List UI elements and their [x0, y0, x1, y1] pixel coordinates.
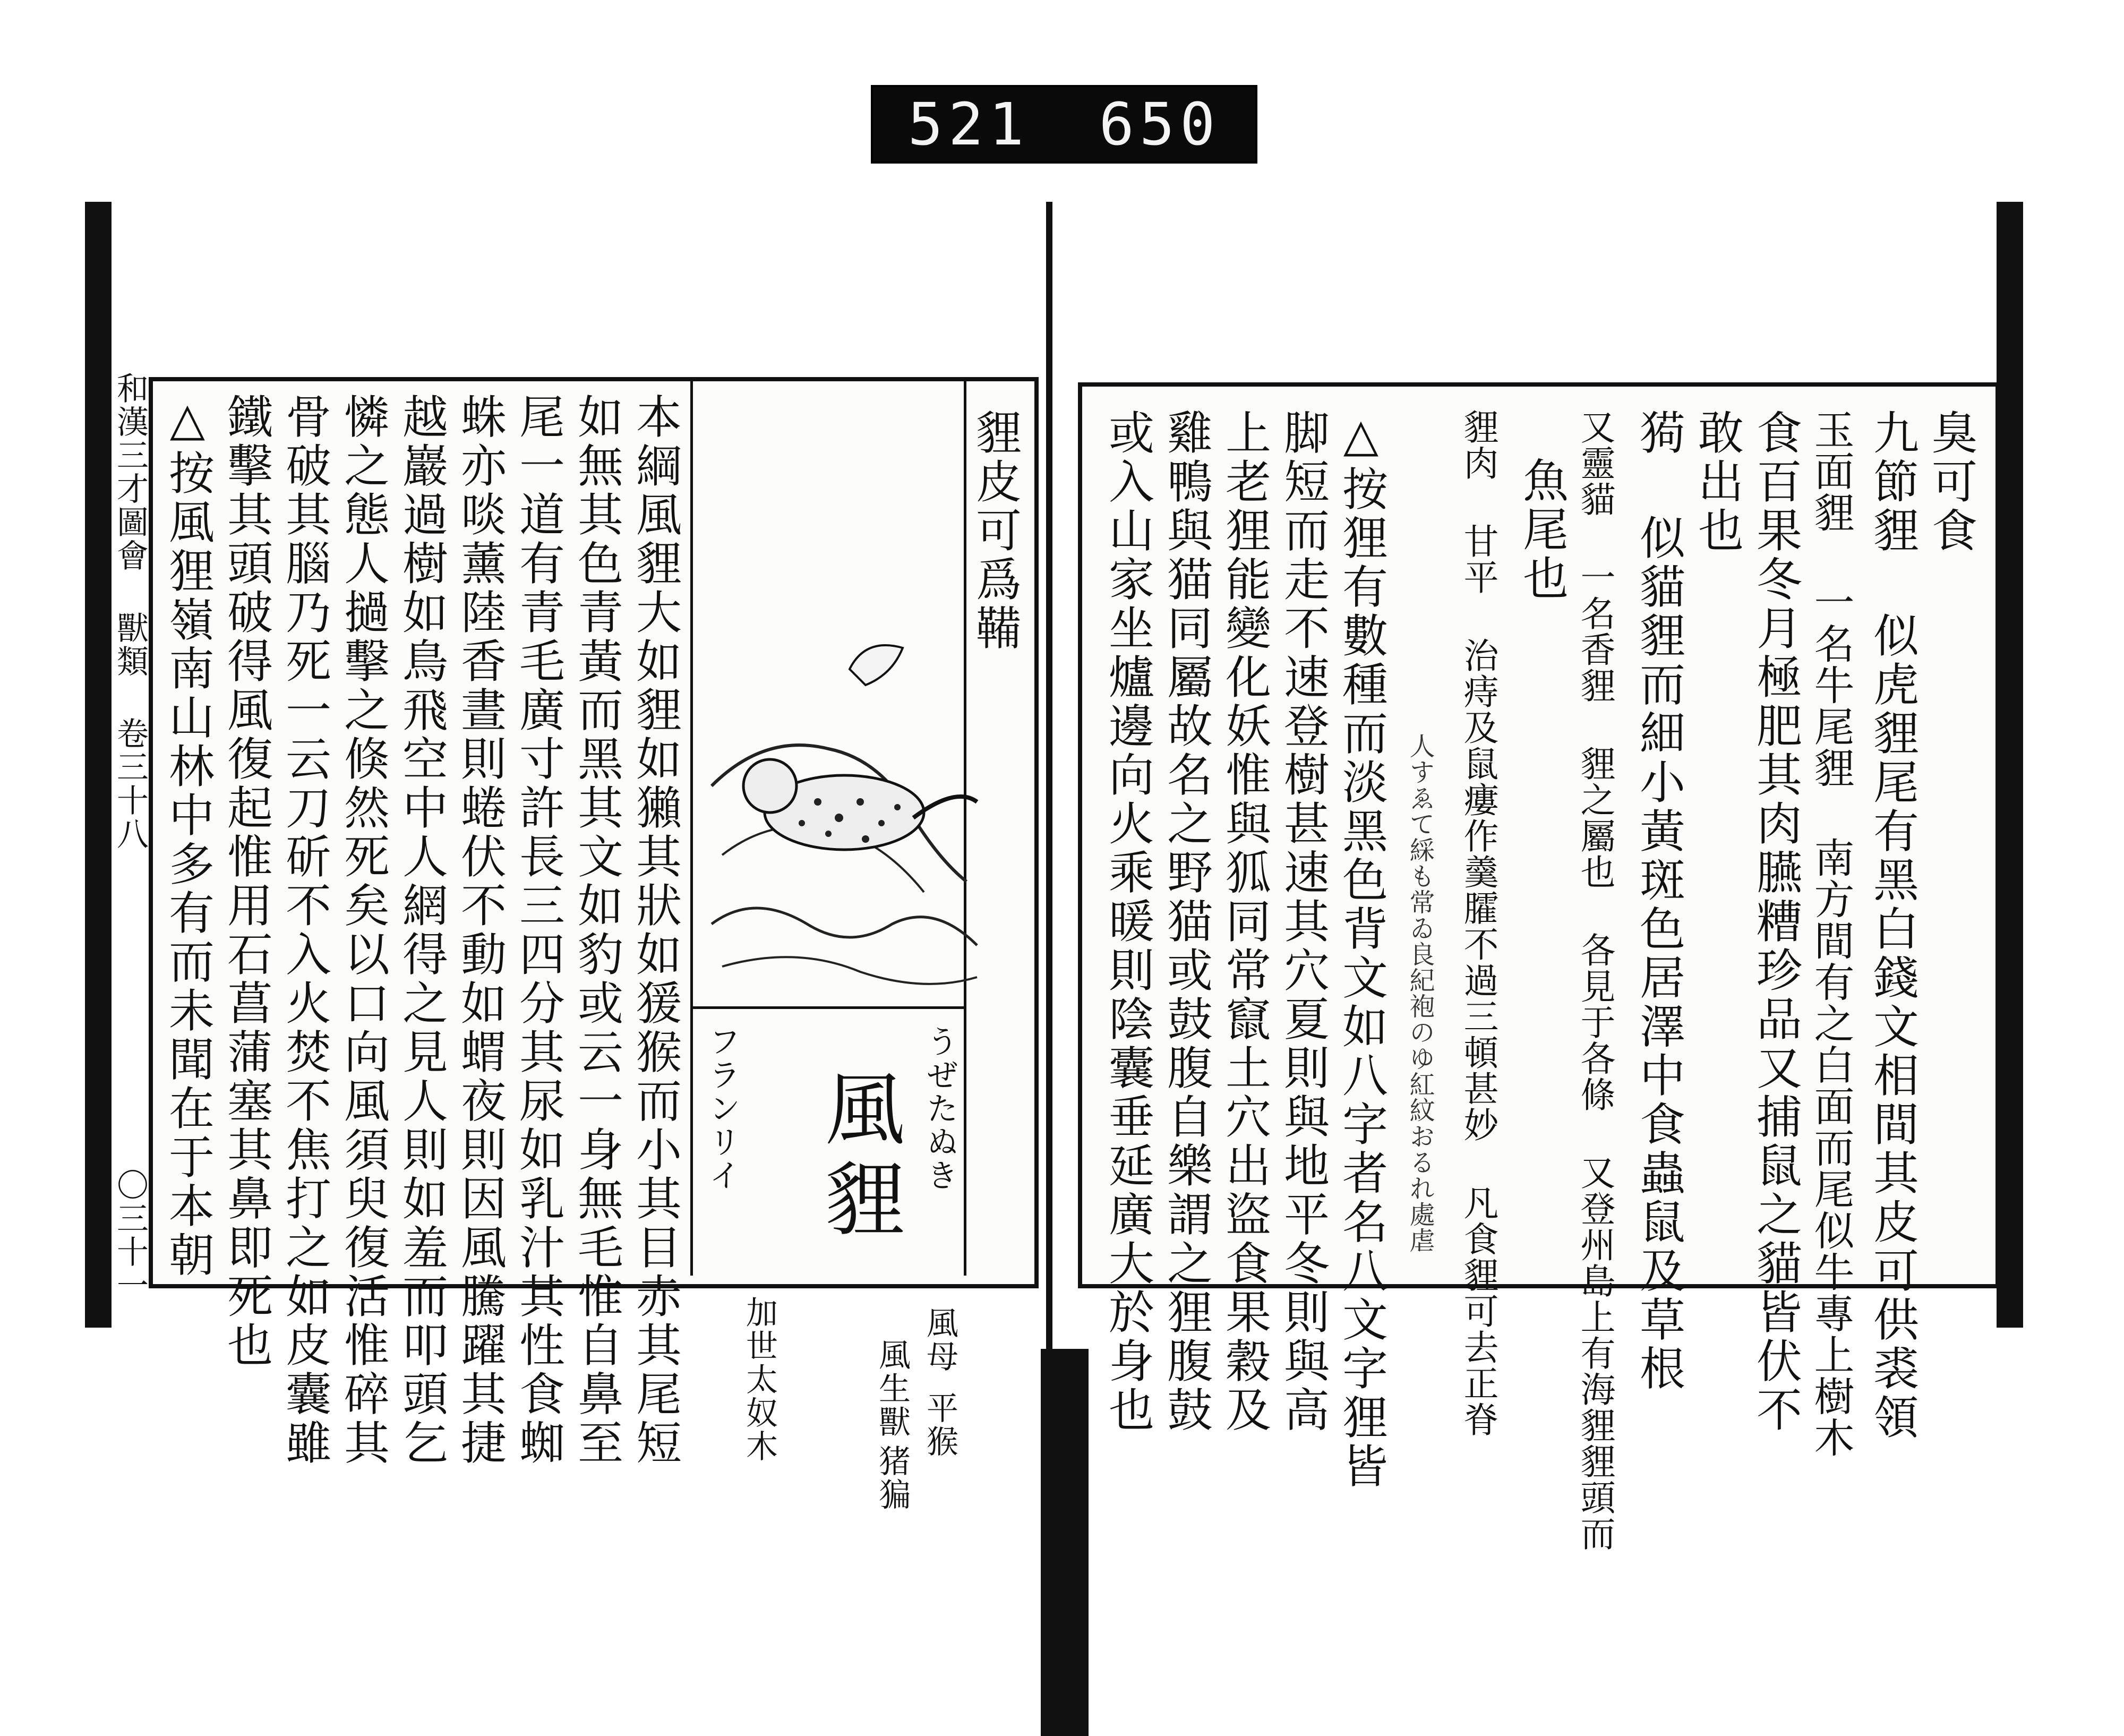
left-body-col-2: 如無其色青黃而黑其文如豹或云一身無毛惟自鼻至 — [570, 393, 623, 1468]
heading-alias-3: 加世太奴木 — [741, 1296, 778, 1463]
heading-kana-reading: うぜたぬき — [921, 1025, 958, 1192]
frame-right-number: 650 — [1099, 90, 1221, 158]
left-top-entry: 貍皮可爲鞴 — [968, 409, 1021, 653]
right-body-col-1: 臭可食 — [1924, 409, 1977, 555]
right-body-col-13: 雞鴨與猫同屬故名之野猫或鼓腹自樂謂之狸腹鼓 — [1159, 409, 1212, 1435]
heading-alias-2b: 猪猵 — [873, 1444, 911, 1511]
right-body-col-3: 玉面貍 一名牛尾貍 南方間有之白面而尾似牛專上樹木 — [1808, 409, 1855, 1458]
right-body-col-9: 貍肉 甘平 治痔及鼠瘻作羹臛不過三頓甚妙 凡食貍可去正脊 — [1458, 409, 1498, 1438]
heading-alias-2: 風生獸 — [873, 1338, 911, 1439]
right-handwritten-note: 人すゑて綵も常ゐ良紀袍のゆ紅紋おるれ處虐 — [1405, 733, 1435, 1253]
heading-alias-1b: 平猴 — [921, 1391, 958, 1458]
right-body-col-2: 九節貍 似虎貍尾有黑白錢文相間其皮可供裘領 — [1865, 409, 1919, 1442]
right-body-col-8: 魚尾也 — [1515, 457, 1568, 603]
left-body-col-6: 憐之態人撾擊之倏然死矣以口向風須臾復活惟碎其 — [336, 393, 389, 1468]
left-body-col-4: 蛛亦啖薰陸香晝則蜷伏不動如蝟夜則因風騰躍其捷 — [453, 393, 506, 1468]
left-book-edge — [85, 202, 112, 1328]
right-book-edge — [1997, 202, 2023, 1328]
right-body-col-5: 敢出也 — [1690, 409, 1743, 555]
right-body-col-6: 㺃 似貓貍而細小黃斑色居澤中食蟲鼠及草根 — [1632, 409, 1685, 1393]
heading-alias-1: 風母 — [921, 1306, 958, 1373]
left-spine-title: 和漢三才圖會 獸類 卷三十八 — [112, 372, 149, 851]
fox-illustration — [690, 627, 988, 1009]
gutter-binding — [1041, 1349, 1089, 1736]
frame-number-label — [871, 85, 1257, 164]
heading-box-left — [690, 381, 693, 1276]
right-body-col-12: 上老狸能變化妖惟與狐同常竄土穴出盜食果穀及 — [1218, 409, 1271, 1435]
left-body-col-9: △按風狸嶺南山林中多有而未聞在于本朝 — [161, 393, 214, 1280]
left-spine-page: 〇三十一 — [112, 1168, 149, 1302]
left-body-col-8: 鐵擊其頭破得風復起惟用石菖蒲塞其鼻即死也 — [219, 393, 272, 1370]
heading-kana-foreign: フランリイ — [704, 1025, 741, 1192]
right-body-col-4: 食百果冬月極肥其肉臙糟珍品又捕鼠之貓皆伏不 — [1749, 409, 1802, 1435]
heading-box-top — [690, 1006, 964, 1009]
right-body-col-7: 又靈貓 一名香貍 貍之屬也 各見于各條 又登州島上有海貍貍頭而 — [1574, 409, 1615, 1552]
frame-left-number: 521 — [907, 90, 1030, 158]
left-body-col-1: 本綱風貍大如貍如獺其狀如猨猴而小其目赤其尾短 — [628, 393, 681, 1468]
center-gutter — [1046, 202, 1052, 1529]
right-body-col-11: 脚短而走不速登樹甚速其穴夏則與地平冬則與高 — [1276, 409, 1329, 1435]
left-body-col-7: 骨破其腦乃死一云刀斫不入火焚不焦打之如皮囊雖 — [278, 393, 331, 1468]
left-body-col-3: 尾一道有青毛廣寸許長三四分其尿如乳汁其性食蜘 — [511, 393, 564, 1468]
left-body-col-5: 越巖過樹如鳥飛空中人網得之見人則如羞而叩頭乞 — [395, 393, 448, 1468]
right-body-col-10: △按狸有數種而淡黑色背文如八字者名八文字狸皆 — [1334, 409, 1388, 1491]
right-body-col-14: 或入山家坐爐邊向火乘暖則陰囊垂延廣大於身也 — [1101, 409, 1154, 1435]
heading-title: 風貍 — [811, 1067, 904, 1248]
